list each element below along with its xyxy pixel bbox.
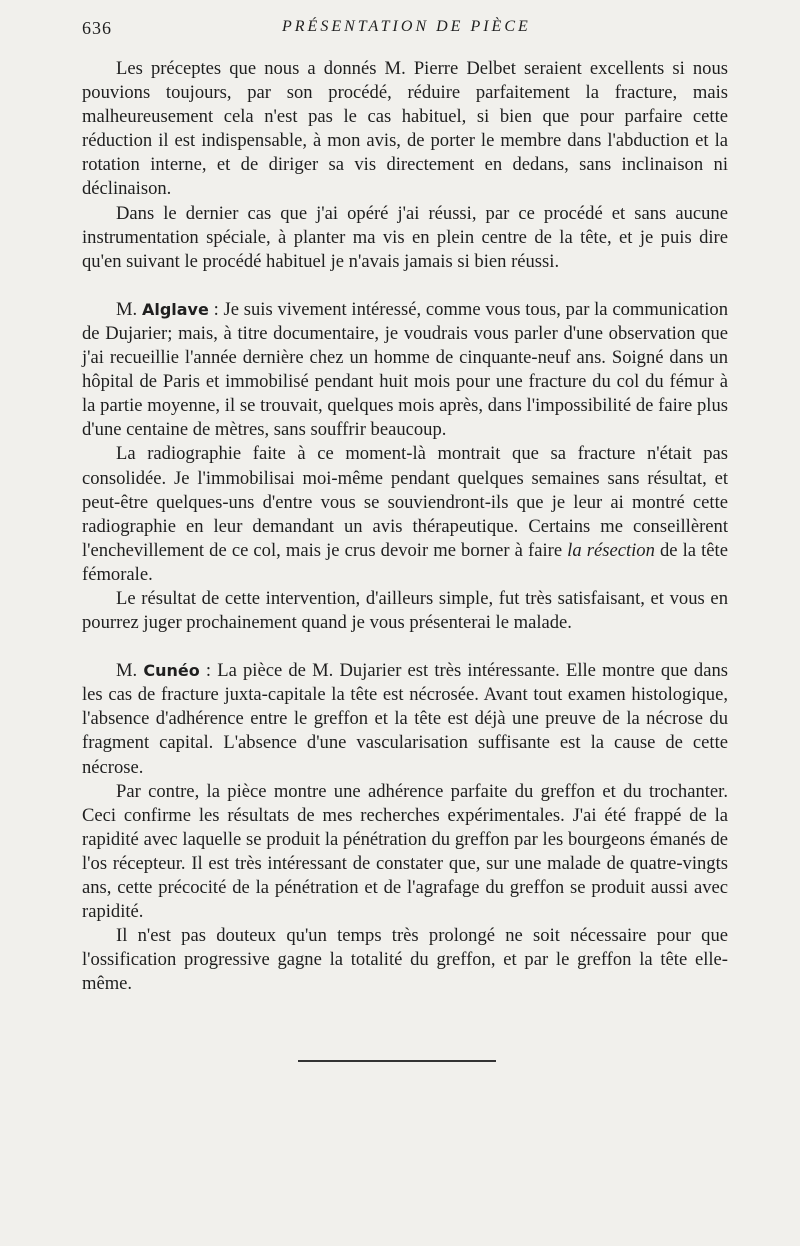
body-text	[82, 57, 728, 996]
speaker-prefix: M.	[116, 298, 142, 320]
paragraph-text: La radiographie faite à ce moment-là montrait que sa fracture n'était pas consolidée. Je l'immobilisai moi-même pendant quelques semaines sans résultat, et peut-être quelques-uns d'entre vous se souviendront-ils que je leur ai montré cette radiographie en leur demandant un avis thérapeutique. Certains me conseillèrent l'enchevillement de ce col, mais je crus devoir me borner à faire	[82, 443, 728, 561]
running-title: PRÉSENTATION DE PIÈCE	[282, 18, 531, 35]
paragraph-text: de la tête fémorale.	[82, 539, 728, 585]
page-number: 636	[82, 18, 112, 38]
paragraph-text: : Je suis vivement intéressé, comme vous tous, par la communication de Dujarier; mais, à titre documentaire, je voudrais vous parler d'une observation que j'ai recueillie l'année dernière chez un homme de cinquante-neuf ans. Soigné dans un hôpital de Paris et immobilisé pendant huit mois pour une fracture du col du fémur à la partie moyenne, il se trouvait, quelques mois après, dans l'impossibilité de faire plus d'une centaine de mètres, sans souffrir beaucoup.	[82, 298, 728, 441]
section-end-rule	[298, 1060, 496, 1062]
paragraph-1: Les préceptes que nous a donnés M. Pierre Delbet seraient excellents si nous pouvions toujours, par son procédé, réduire parfaitement la fracture, mais malheureusement cela n'est pas le cas habituel, si bien que pour parfaire cette réduction il est indispensable, à mon avis, de porter le membre dans l'abduction et la rotation interne, et de diriger sa vis directement en dedans, sans inclinaison ni déclinaison.	[82, 58, 728, 200]
paragraph-alglave	[82, 298, 728, 443]
running-head	[82, 18, 730, 42]
speaker-name-alglave: Alglave	[141, 299, 209, 319]
paragraph-cuneo	[82, 659, 728, 779]
paragraph-text: : La pièce de M. Dujarier est très intéressante. Elle montre que dans les cas de fracture juxta-capitale la tête est nécrosée. Avant tout examen histologique, l'absence d'adhérence entre le greffon et la tête est déjà une preuve de la nécrose du fragment capital. L'absence d'une vascularisation suffisante est la cause de cette nécrose.	[82, 660, 728, 778]
speaker-name-cuneo: Cunéo	[143, 661, 200, 681]
paragraph-5: Le résultat de cette intervention, d'ailleurs simple, fut très satisfaisant, et vous en pourrez juger prochainement quand je vous présenterai le malade.	[82, 587, 728, 634]
paragraph-4	[82, 442, 728, 587]
speaker-prefix: M.	[116, 660, 144, 682]
paragraph-7: Par contre, la pièce montre une adhérence parfaite du greffon et du trochanter. Ceci confirme les résultats de mes recherches expérimentales. J'ai été frappé de la rapidité avec laquelle se produit la pénétration du greffon par les bourgeons émanés de l'os récepteur. Il est très intéressant de constater que, sur une malade de quatre-vingts ans, cette précocité de la pénétration et de l'agrafage du greffon se produit aussi avec rapidité.	[82, 780, 728, 923]
emphasis-text: la résection	[567, 539, 655, 561]
paragraph-8: Il n'est pas douteux qu'un temps très prolongé ne soit nécessaire pour que l'ossification progressive gagne la totalité du greffon, et par le greffon la tête elle-même.	[82, 925, 728, 995]
paragraph-2: Dans le dernier cas que j'ai opéré j'ai réussi, par ce procédé et sans aucune instrumentation spéciale, à planter ma vis en plein centre de la tête, et je puis dire qu'en suivant le procédé habituel je n'avais jamais si bien réussi.	[82, 202, 728, 272]
